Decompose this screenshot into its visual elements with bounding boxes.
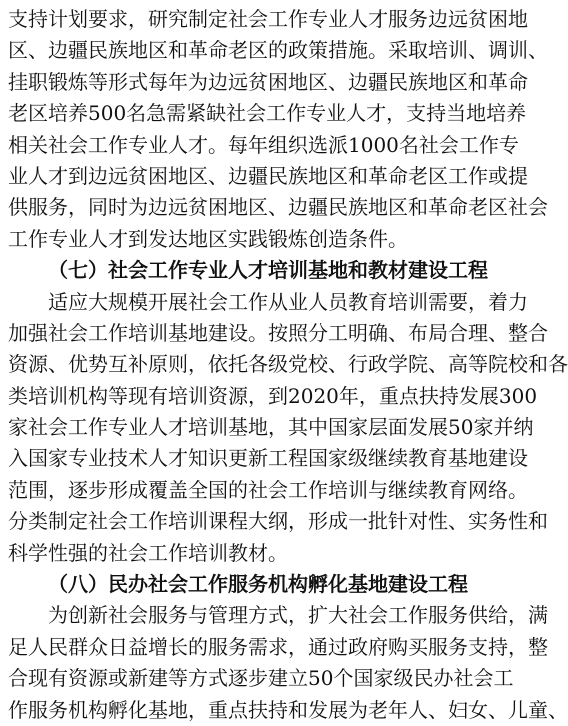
paragraph-first-line: 为创新社会服务与管理方式，扩大社会工作服务供给，满 bbox=[48, 603, 548, 628]
text-line: 科学性强的社会工作培训教材。 bbox=[8, 540, 288, 565]
text-line: 分类制定社会工作培训课程大纲，形成一批针对性、实务性和 bbox=[8, 509, 548, 534]
text-line: 老区培养500名急需紧缺社会工作专业人才，支持当地培养 bbox=[8, 101, 527, 126]
section-heading-8: （八）民办社会工作服务机构孵化基地建设工程 bbox=[48, 572, 468, 597]
text-line: 相关社会工作专业人才。每年组织选派1000名社会工作专 bbox=[8, 132, 519, 157]
text-line: 工作专业人才到发达地区实践锻炼创造条件。 bbox=[8, 226, 408, 251]
text-line: 家社会工作专业人才培训基地，其中国家层面发展50家并纳 bbox=[8, 415, 534, 440]
text-line: 区、边疆民族地区和革命老区的政策措施。采取培训、调训、 bbox=[8, 38, 548, 63]
document-page bbox=[8, 4, 568, 726]
text-line: 作服务机构孵化基地，重点扶持和发展为老年人、妇女、儿童、 bbox=[8, 697, 568, 722]
text-line: 资源、优势互补原则，依托各级党校、行政学院、高等院校和各 bbox=[8, 352, 568, 377]
text-line: 合现有资源或新建等方式逐步建立50个国家级民办社会工 bbox=[8, 666, 514, 691]
text-line: 范围，逐步形成覆盖全国的社会工作培训与继续教育网络。 bbox=[8, 477, 528, 502]
text-line: 加强社会工作培训基地建设。按照分工明确、布局合理、整合 bbox=[8, 320, 548, 345]
text-line: 类培训机构等现有培训资源，到2020年，重点扶持发展300 bbox=[8, 383, 538, 408]
text-line: 入国家专业技术人才知识更新工程国家级继续教育基地建设 bbox=[8, 446, 528, 471]
text-line: 供服务，同时为边远贫困地区、边疆民族地区和革命老区社会 bbox=[8, 195, 548, 220]
text-line: 足人民群众日益增长的服务需求，通过政府购买服务支持，整 bbox=[8, 634, 548, 659]
section-heading-7: （七）社会工作专业人才培训基地和教材建设工程 bbox=[48, 258, 488, 283]
text-line: 挂职锻炼等形式每年为边远贫困地区、边疆民族地区和革命 bbox=[8, 69, 528, 94]
paragraph-first-line: 适应大规模开展社会工作从业人员教育培训需要，着力 bbox=[48, 289, 528, 314]
text-line: 业人才到边远贫困地区、边疆民族地区和革命老区工作或提 bbox=[8, 163, 528, 188]
text-line: 支持计划要求，研究制定社会工作专业人才服务边远贫困地 bbox=[8, 7, 528, 31]
